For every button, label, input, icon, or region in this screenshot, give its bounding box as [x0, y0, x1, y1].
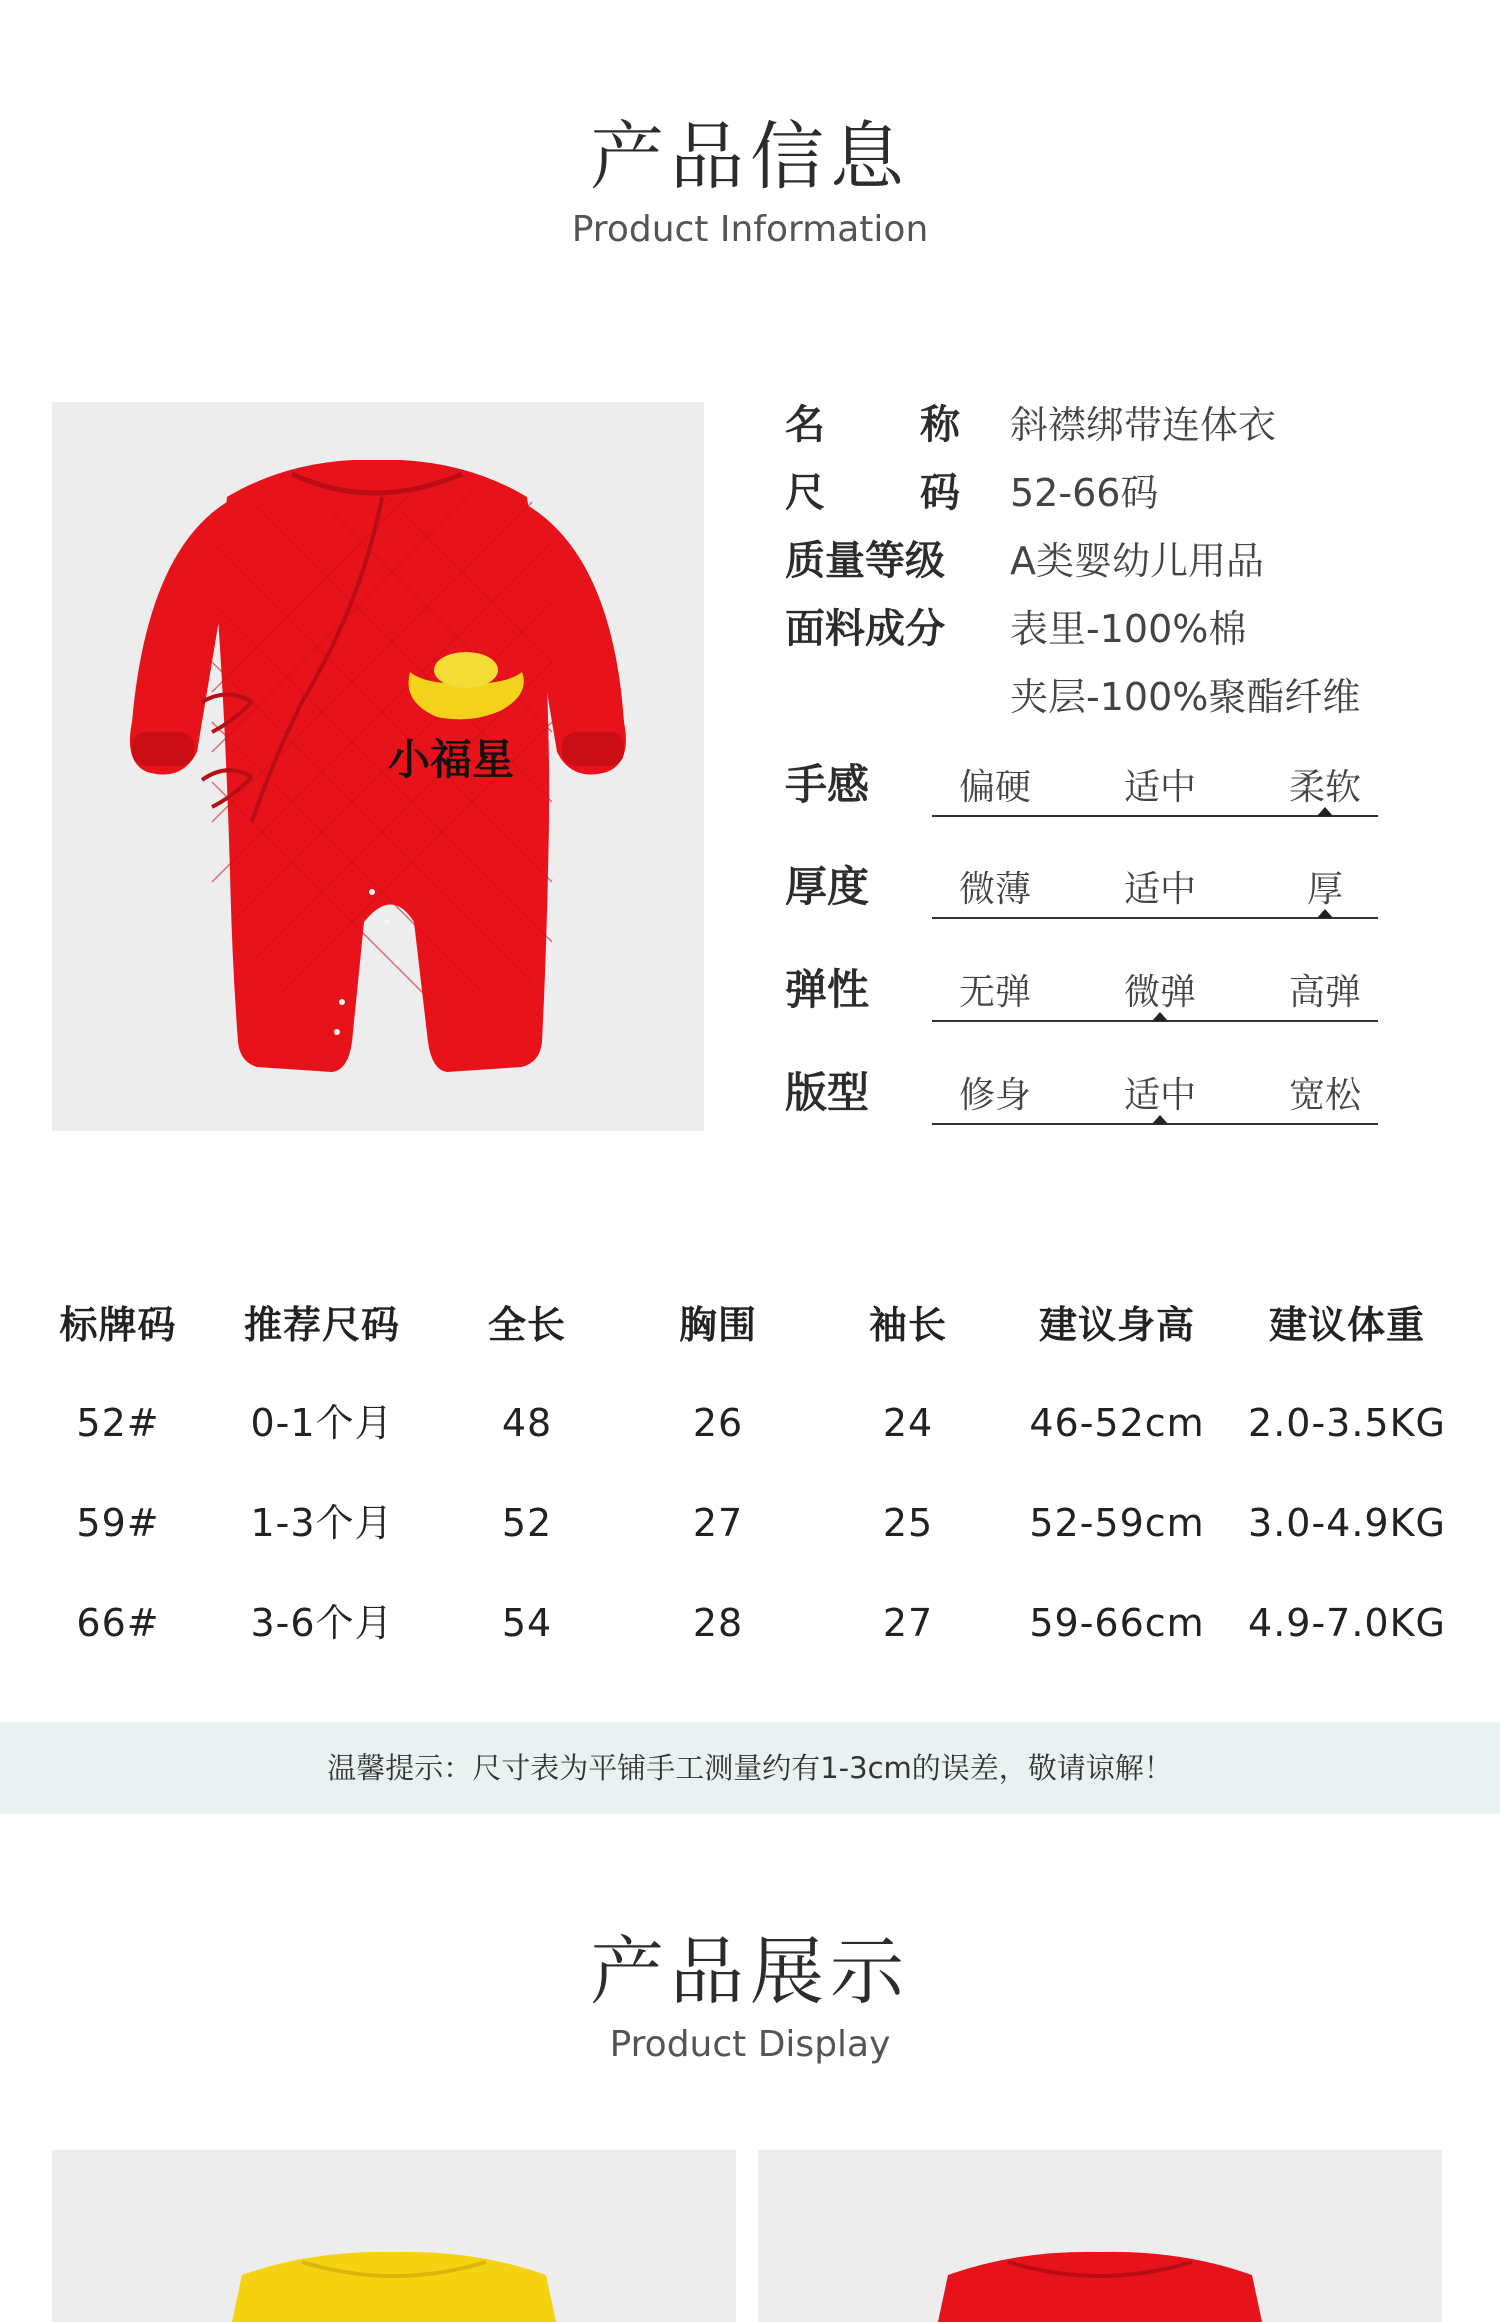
- spec-name-label-b: 称: [920, 402, 960, 448]
- meter-3: [785, 1063, 1405, 1143]
- meter-label: 弹性: [785, 965, 870, 1014]
- meter-marker-icon: [1152, 1012, 1168, 1021]
- meter-label: 厚度: [785, 862, 870, 911]
- section-title-cn: 产品展示: [590, 1929, 910, 2015]
- table-cell: 66#: [76, 1601, 160, 1645]
- table-cell: 28: [692, 1601, 744, 1645]
- meter-option: 适中: [1123, 767, 1196, 808]
- table-cell: 1-3个月: [250, 1501, 394, 1545]
- table-cell: 27: [882, 1601, 934, 1645]
- table-cell: 3.0-4.9KG: [1248, 1501, 1446, 1545]
- table-cell: 48: [501, 1401, 553, 1445]
- table-cell: 27: [692, 1501, 744, 1545]
- table-cell: 59#: [76, 1501, 160, 1545]
- meter-line: [932, 815, 1378, 817]
- spec-size-value: 52-66码: [1010, 471, 1159, 515]
- meter-label: 手感: [785, 760, 870, 809]
- spec-name-label-a: 名: [785, 402, 825, 448]
- table-row: [0, 1588, 1500, 1658]
- table-cell: 4.9-7.0KG: [1248, 1601, 1446, 1645]
- table-header-cell: 推荐尺码: [243, 1303, 401, 1347]
- section-title-en: Product Display: [609, 2024, 891, 2065]
- meter-option: 适中: [1123, 1075, 1196, 1116]
- table-cell: 24: [882, 1401, 934, 1445]
- table-row: [0, 1488, 1500, 1558]
- product-info-heading: [0, 114, 1500, 250]
- table-row: [0, 1388, 1500, 1458]
- spec-fabric-value-1: 表里-100%棉: [1010, 607, 1247, 651]
- spec-fabric-value-2: 夹层-100%聚酯纤维: [1010, 675, 1361, 719]
- table-header-cell: 标牌码: [59, 1303, 177, 1347]
- meter-option: 高弹: [1288, 972, 1361, 1013]
- section-title-en: Product Information: [571, 209, 929, 250]
- table-cell: 2.0-3.5KG: [1248, 1401, 1446, 1445]
- spec-grade-value: A类婴幼儿用品: [1010, 539, 1264, 583]
- meter-marker-icon: [1317, 807, 1333, 816]
- meter-line: [932, 917, 1378, 919]
- table-cell: 3-6个月: [250, 1601, 394, 1645]
- badge-text: 小福星: [388, 735, 515, 784]
- meter-option: 修身: [958, 1075, 1031, 1116]
- table-cell: 52#: [76, 1401, 160, 1445]
- table-header: [0, 1290, 1500, 1360]
- meter-2: [785, 960, 1405, 1040]
- spec-name-label: [785, 395, 960, 455]
- table-cell: 52: [501, 1501, 553, 1545]
- meter-1: [785, 857, 1405, 937]
- table-header-cell: 袖长: [868, 1303, 948, 1347]
- meter-option: 适中: [1123, 869, 1196, 910]
- table-header-cell: 建议体重: [1268, 1303, 1426, 1347]
- meter-0: [785, 755, 1405, 835]
- meter-option: 柔软: [1288, 767, 1361, 808]
- table-cell: 54: [501, 1601, 553, 1645]
- table-header-cell: 全长: [487, 1303, 567, 1347]
- table-header-cell: 建议身高: [1038, 1303, 1196, 1347]
- table-cell: 59-66cm: [1029, 1601, 1205, 1645]
- meter-option: 微薄: [958, 869, 1031, 910]
- table-cell: 46-52cm: [1029, 1401, 1205, 1445]
- meter-marker-icon: [1317, 909, 1333, 918]
- table-cell: 52-59cm: [1029, 1501, 1205, 1545]
- meter-marker-icon: [1152, 1115, 1168, 1124]
- product-photo: [52, 402, 704, 1131]
- spec-grade-label: 质量等级: [785, 538, 945, 584]
- spec-size-label-b: 码: [920, 470, 960, 516]
- yellow-romper-image: [52, 2150, 736, 2322]
- meter-option: 厚: [1306, 869, 1343, 910]
- product-display-heading: [0, 1929, 1500, 2065]
- meter-option: 微弹: [1123, 972, 1196, 1013]
- table-header-cell: 胸围: [678, 1303, 758, 1347]
- measurement-tip: 温馨提示：尺寸表为平铺手工测量约有1-3cm的误差，敬请谅解！: [0, 1722, 1500, 1814]
- red-romper-image: [52, 402, 704, 1131]
- spec-size-label: [785, 463, 960, 523]
- meter-label: 版型: [785, 1068, 870, 1117]
- display-photo-yellow: [52, 2150, 736, 2322]
- spec-name-value: 斜襟绑带连体衣: [1010, 403, 1277, 447]
- meter-option: 宽松: [1288, 1075, 1361, 1116]
- spec-size-label-a: 尺: [785, 470, 825, 516]
- spec-fabric-label: 面料成分: [785, 606, 945, 652]
- table-cell: 0-1个月: [250, 1401, 394, 1445]
- table-cell: 25: [882, 1501, 934, 1545]
- meter-option: 无弹: [958, 972, 1031, 1013]
- section-title-cn: 产品信息: [590, 114, 910, 200]
- meter-option: 偏硬: [958, 767, 1031, 808]
- display-photo-red: [758, 2150, 1442, 2322]
- red-romper-image-2: [758, 2150, 1442, 2322]
- table-cell: 26: [692, 1401, 744, 1445]
